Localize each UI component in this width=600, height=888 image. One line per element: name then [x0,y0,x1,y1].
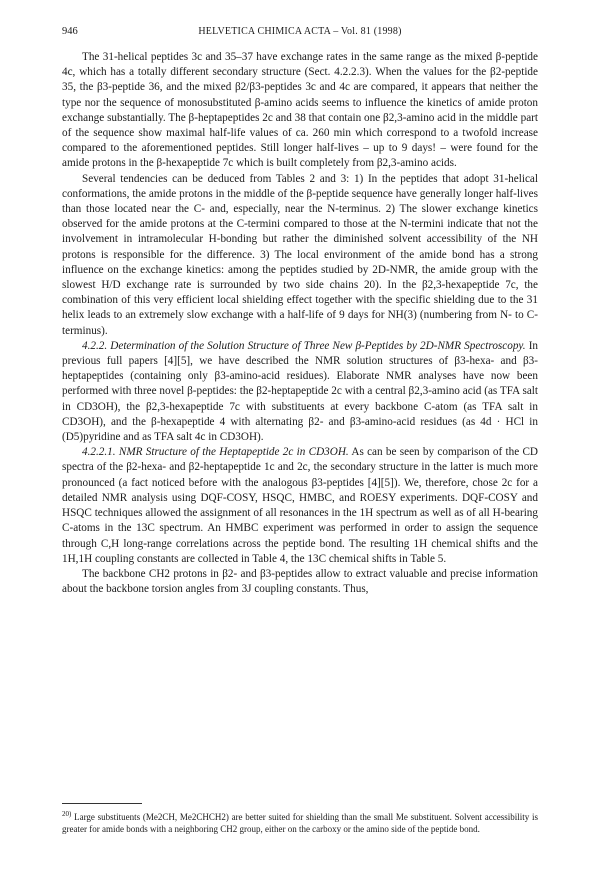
running-title: HELVETICA CHIMICA ACTA – Vol. 81 (1998) [198,26,402,37]
paragraph-section-4-2-2-1 [62,445,538,567]
paragraph-section-4-2-2 [62,339,538,445]
page-body [62,50,538,597]
footnote-text: Large substituents (Me2CH, Me2CHCH2) are better suited for shielding than the small Me substituent. Solvent accessibility is greater for amide bonds with a neighboring CH2 group, either on the carboxy or the amino side of the peptide bond. [62,812,539,835]
section-heading-4-2-2-1: 4.2.2.1. NMR Structure of the Heptapeptide 2c in CD3OH. [82,446,349,459]
section-4-2-2-text: In previous full papers [4][5], we have described the NMR solution structures of β3-hexa- and β3-heptapeptides (containing only β3-amino-acid residues). Elaborate NMR analyses have now been performed with three novel β-peptides: the β2-heptapeptide 2c with a central β2,3-amino acid (as TFA salt in CD3OH), the β2,3-hexapeptide 7c with substituents at every backbone C-atom (as TFA salt in CD3OH), and the β-hexapeptide 4 with alternating β2- and β3-amino-acid residues (as 4d · HCl in (D5)pyridine and as TFA salt 4c in CD3OH). [62,339,539,444]
footnote-rule [62,803,142,804]
footnote-20 [62,811,538,835]
paragraph-helical-peptides: The 31-helical peptides 3c and 35–37 have exchange rates in the same range as the mixed β-peptide 4c, which has a totally different secondary structure (Sect. 4.2.2.3). When the values for the β2-peptide 35, the β3-peptide 36, and the mixed β2/β3-peptides 3c and 4c are compared, it appears that neither the type nor the sequence of monosubstituted β-amino acids seems to influence the kinetics of amide proton exchange substantially. The β-heptapeptides 2c and 38 that contain one β2,3-amino acid in the middle part of the sequence show maximal half-life values of ca. 260 min which correspond to a twofold increase compared to the aforementioned peptides. Still longer half-lives – up to 9 days! – were found for the amide protons in the β-hexapeptide 7c which is built completely from β2,3-amino acids. [62,51,538,170]
running-header [62,26,538,40]
page-number: 946 [62,26,78,37]
section-4-2-2-1-text: As can be seen by comparison of the CD spectra of the β2-hexa- and β2-heptapeptide 1c and 2c, the secondary structure in the latter is much more pronounced (a fact noticed before with the analogous β3-peptides [4][5]). We, therefore, chose 2c for a detailed NMR analysis using DQF-COSY, HSQC, HMBC, and ROESY experiments. DQF-COSY and HSQC techniques allowed the assignment of all resonances in the 1H spectrum as well as of all H-bearing C-atoms in the 13C spectrum. An HMBC experiment was performed in order to assign the sequence through C,H long-range correlations across the peptide bond. The resulting 1H chemical shifts and the 1H,1H coupling constants are collected in Table 4, the 13C chemical shifts in Table 5. [62,446,538,565]
footnote-mark: 20) [62,810,72,818]
section-heading-4-2-2: 4.2.2. Determination of the Solution Structure of Three New β-Peptides by 2D-NMR Spectroscopy. [82,339,526,352]
paragraph-tendencies: Several tendencies can be deduced from Tables 2 and 3: 1) In the peptides that adopt 31-helical conformations, the amide protons in the middle of the β-peptide sequence have generally longer half-lives than those located near the C- and, especially, near the N-terminus. 2) The slower exchange kinetics observed for the amide protons at the C-termini compared to those at the N-termini indicate that not the involvement in intramolecular H-bonding but rather the diminished solvent accessibility of the NH protons is responsible for the difference. 3) The local environment of the amide bond has a strong influence on the exchange kinetics: among the peptides studied by 2D-NMR, the amide group with the slowest H/D exchange rate is surrounded by two side chains 20). In the β2,3-hexapeptide 7c, the combination of this very efficient local shielding effect together with the specific shielding due to the 31 helix leads to an extremely slow exchange with a half-life of 9 days for NH(3) (numbering from N- to C-terminus). [62,172,538,337]
paragraph-backbone: The backbone CH2 protons in β2- and β3-peptides allow to extract valuable and precise information about the backbone torsion angles from 3J coupling constants. Thus, [62,567,538,596]
